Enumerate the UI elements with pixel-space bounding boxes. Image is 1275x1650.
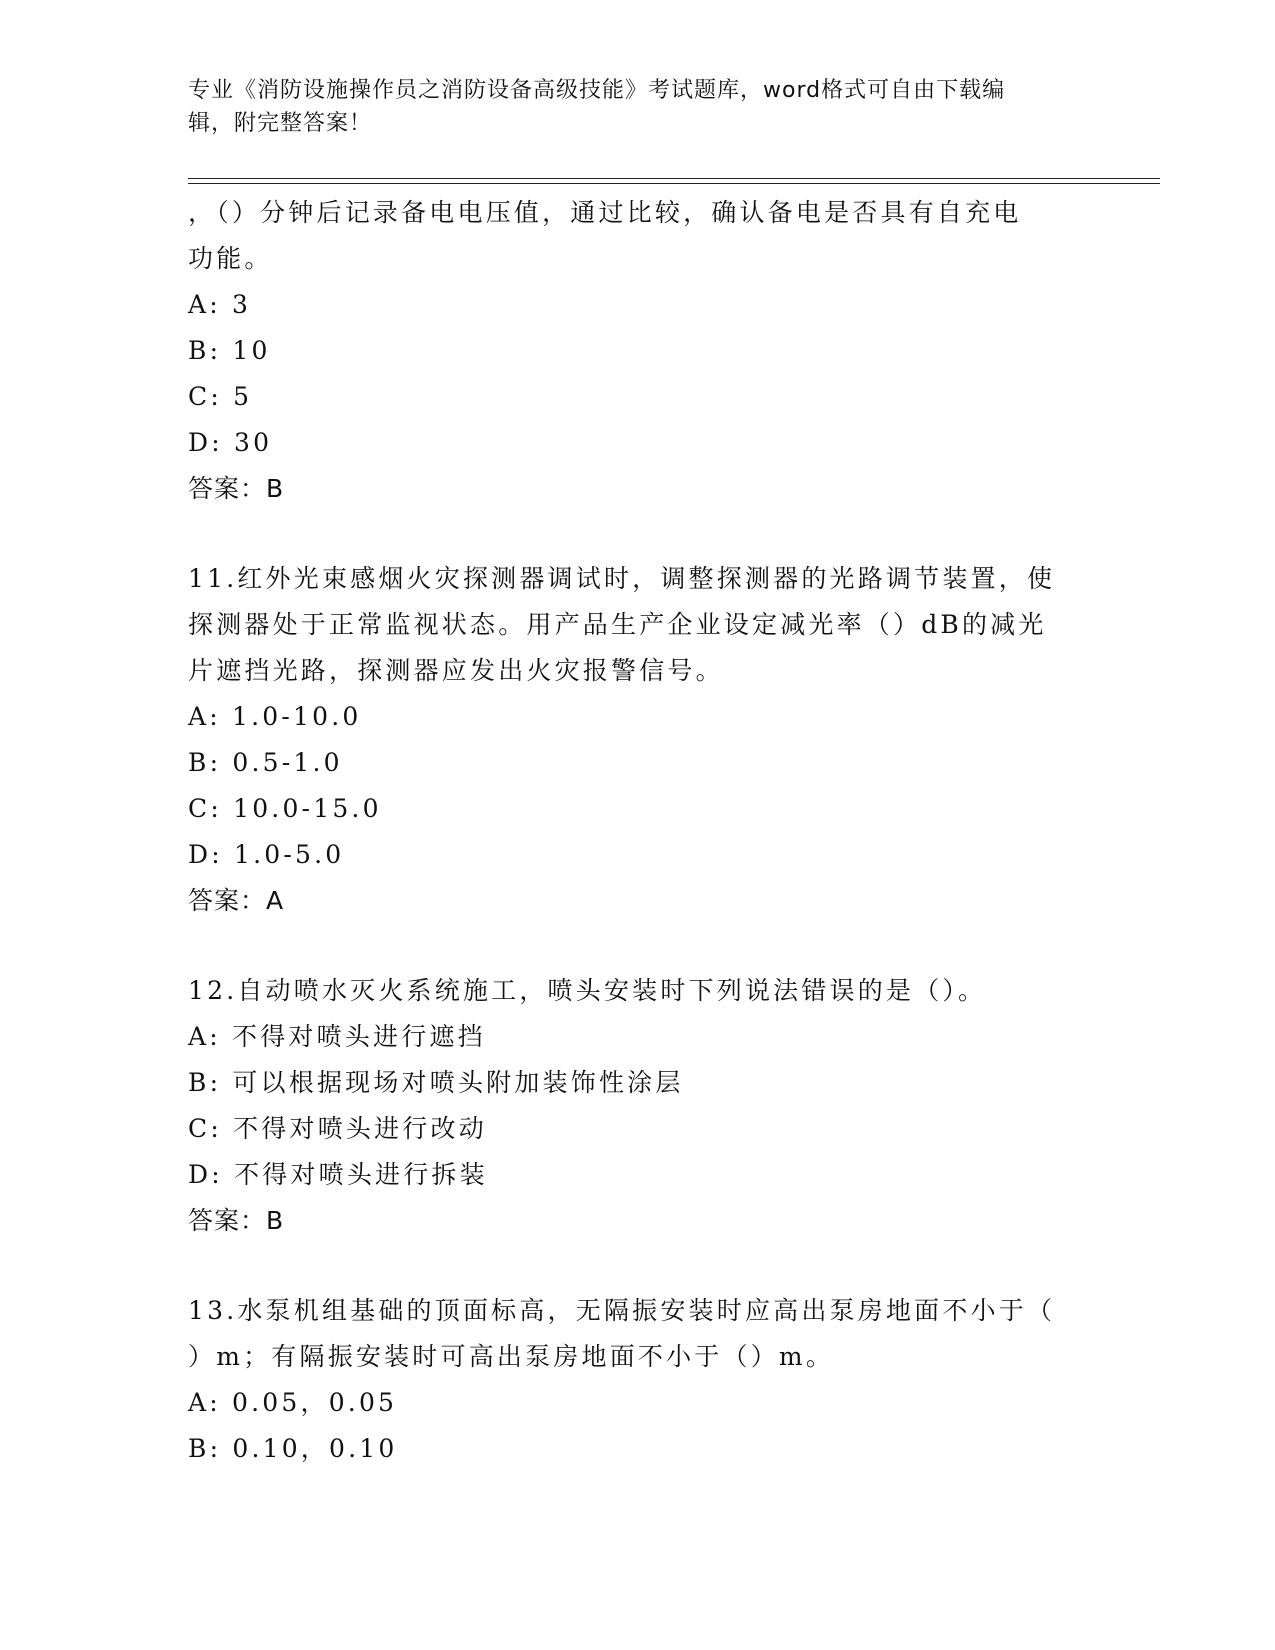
option-b: B: 10 [188, 336, 271, 365]
header-line-2: 辑，附完整答案！ [188, 111, 373, 136]
option-b: B: 0.5-1.0 [188, 748, 343, 777]
option-d: D: 1.0-5.0 [188, 840, 345, 869]
option-a: A: 3 [188, 290, 252, 319]
option-a: A: 1.0-10.0 [188, 702, 362, 731]
option-c: C: 不得对喷头进行改动 [188, 1114, 487, 1143]
question-13 [188, 1288, 1078, 1472]
header-line-1: 专业《消防设施操作员之消防设备高级技能》考试题库，word格式可自由下载编 [188, 78, 1006, 103]
header-divider-bottom [188, 183, 1160, 184]
question-12 [188, 968, 1078, 1244]
option-d: D: 30 [188, 428, 273, 457]
answer-label: 答案：A [188, 886, 285, 915]
question-text-line: 11.红外光束感烟火灾探测器调试时，调整探测器的光路调节装置，使 [188, 564, 1056, 593]
question-list [188, 190, 1078, 1472]
question-text-line: ）m；有隔振安装时可高出泵房地面不小于（）m。 [188, 1342, 835, 1371]
question-text-line: 13.水泵机组基础的顶面标高，无隔振安装时应高出泵房地面不小于（ [188, 1296, 1056, 1325]
question-text-line: ，（）分钟后记录备电电压值，通过比较，确认备电是否具有自充电 [188, 198, 1022, 227]
option-c: C: 5 [188, 382, 253, 411]
option-d: D: 不得对喷头进行拆装 [188, 1160, 488, 1189]
header-divider-top [188, 178, 1160, 179]
question-10 [188, 190, 1078, 512]
question-text-line: 功能。 [188, 244, 273, 273]
question-text-line: 片遮挡光路，探测器应发出火灾报警信号。 [188, 656, 724, 685]
option-a: A: 不得对喷头进行遮挡 [188, 1022, 486, 1051]
answer-label: 答案：B [188, 1206, 285, 1235]
document-header [188, 74, 1068, 140]
option-c: C: 10.0-15.0 [188, 794, 382, 823]
question-11 [188, 556, 1078, 924]
answer-label: 答案：B [188, 474, 285, 503]
question-text-line: 探测器处于正常监视状态。用产品生产企业设定减光率（）dB的减光 [188, 610, 1047, 639]
option-b: B: 0.10，0.10 [188, 1434, 398, 1463]
option-a: A: 0.05，0.05 [188, 1388, 398, 1417]
question-text-line: 12.自动喷水灭火系统施工，喷头安装时下列说法错误的是（）。 [188, 976, 987, 1005]
option-b: B: 可以根据现场对喷头附加装饰性涂层 [188, 1068, 684, 1097]
